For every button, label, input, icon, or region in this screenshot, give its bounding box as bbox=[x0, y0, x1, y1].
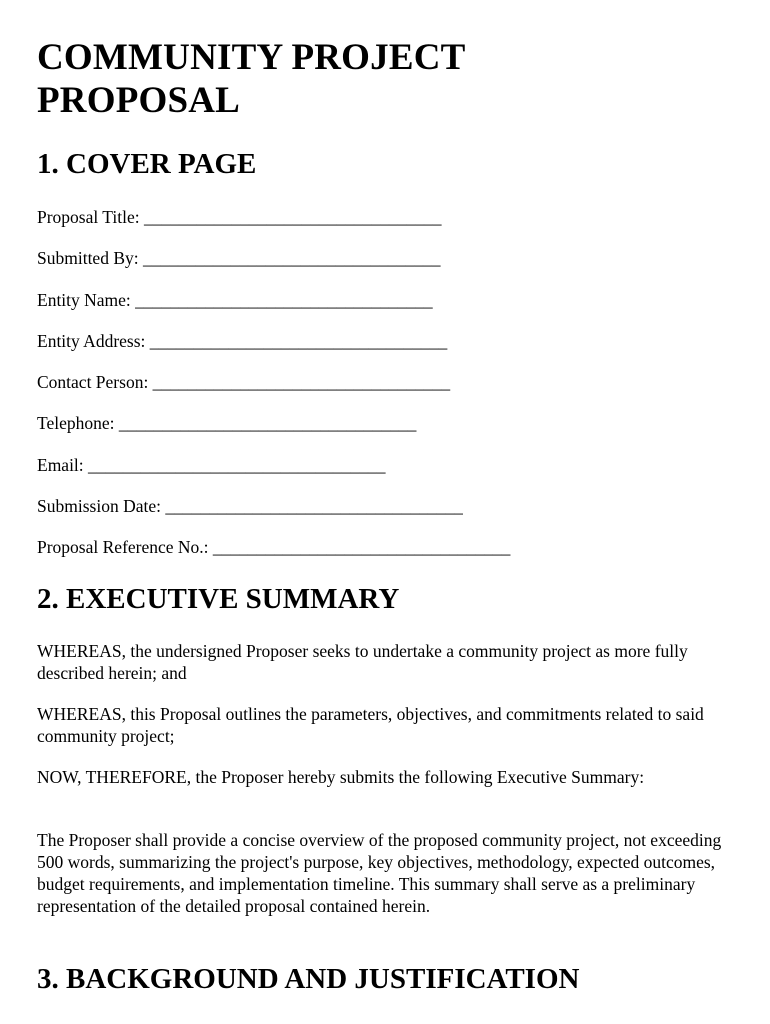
field-proposal-reference-no: Proposal Reference No.: __________________________________ bbox=[37, 537, 511, 557]
field-proposal-title: Proposal Title: __________________________________ bbox=[37, 207, 442, 227]
paragraph-now-therefore: NOW, THEREFORE, the Proposer hereby submits the following Executive Summary: bbox=[37, 767, 645, 787]
paragraph-whereas-1: WHEREAS, the undersigned Proposer seeks to undertake a community project as more fully described herein; and bbox=[37, 641, 688, 683]
paragraph-whereas-2: WHEREAS, this Proposal outlines the parameters, objectives, and commitments related to said community project; bbox=[37, 704, 704, 746]
field-submission-date: Submission Date: __________________________________ bbox=[37, 496, 463, 516]
paragraph-summary-instructions: The Proposer shall provide a concise overview of the proposed community project, not exceeding 500 words, summarizing the project's purpose, key objectives, methodology, expected outcomes, budget requirements, and implementation timeline. This summary shall serve as a preliminary representation of the detailed proposal contained herein. bbox=[37, 830, 722, 916]
section-heading-executive-summary: 2. EXECUTIVE SUMMARY bbox=[37, 583, 400, 615]
field-contact-person: Contact Person: __________________________________ bbox=[37, 372, 451, 392]
field-telephone: Telephone: __________________________________ bbox=[37, 413, 417, 433]
field-submitted-by: Submitted By: __________________________________ bbox=[37, 248, 441, 268]
section-heading-background-justification: 3. BACKGROUND AND JUSTIFICATION bbox=[37, 963, 580, 995]
section-heading-cover-page: 1. COVER PAGE bbox=[37, 148, 257, 180]
document-title-line-1: COMMUNITY PROJECT bbox=[37, 37, 466, 78]
document-title bbox=[37, 36, 466, 122]
field-entity-address: Entity Address: __________________________________ bbox=[37, 331, 448, 351]
document-title-line-2: PROPOSAL bbox=[37, 80, 241, 121]
field-entity-name: Entity Name: __________________________________ bbox=[37, 290, 433, 310]
field-email: Email: __________________________________ bbox=[37, 455, 386, 475]
